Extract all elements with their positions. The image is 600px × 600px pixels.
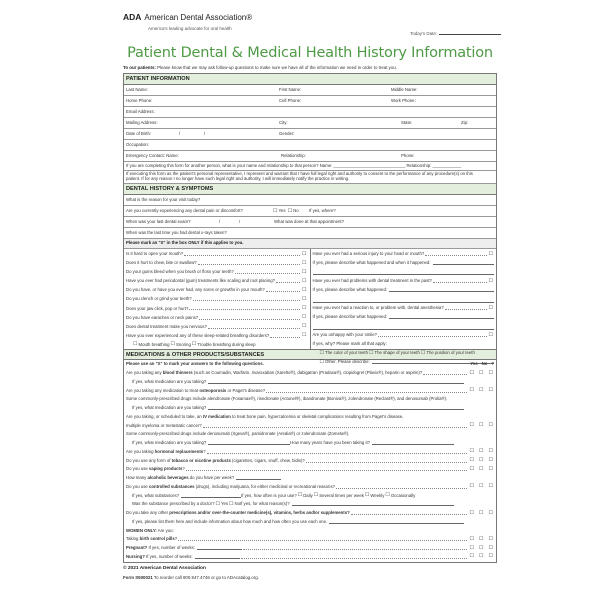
question-text [132, 502, 214, 507]
describe-field[interactable] [313, 313, 495, 322]
dot-leader [235, 271, 300, 274]
describe-field[interactable] [313, 286, 495, 295]
answer-line[interactable] [433, 262, 494, 265]
column-label: ? [491, 361, 494, 367]
question-text [126, 485, 335, 490]
health-history-form [123, 73, 497, 563]
question-text [132, 406, 206, 411]
last-exam-row[interactable]: When was your last dental exam? / / What was done at that appointment? [124, 217, 496, 228]
text: or Paget's disease? [226, 387, 266, 393]
tagline: America's leading advocate for oral health [148, 26, 232, 31]
reorder-info: Form S500021 To reorder call 800.947.4746 or go to ADAcatalog.org. [123, 575, 259, 580]
yes-no-unsure-boxes [469, 546, 494, 552]
question-text: Do you clench or grind your teeth? [126, 296, 192, 302]
question-text [126, 415, 403, 420]
emphasis: IV medication [202, 413, 231, 419]
checkbox[interactable]: ☐ [479, 369, 484, 376]
option-label: Weekly [370, 492, 385, 498]
ada-logo: ADA American Dental Association® [123, 12, 253, 22]
dot-leader [433, 280, 487, 283]
question-text [132, 520, 327, 525]
dot-leader [199, 317, 300, 320]
medications-list [124, 360, 496, 561]
other-person-row[interactable]: If you are completing this form for another person, what is your name and relationship to that person? Name: ______________________________ Relationship: ____________ [124, 162, 496, 171]
checkbox[interactable]: ☐ [488, 535, 493, 542]
question-text [126, 397, 447, 402]
yes-no-unsure-boxes [469, 371, 494, 377]
checkbox[interactable]: ☐ [319, 359, 324, 366]
intro-text: To our patients: Please know that we may ask follow-up questions to make sure we have all of the information we need in order to treat you. [123, 65, 397, 70]
answer-line[interactable] [236, 477, 281, 480]
dot-leader [266, 390, 466, 393]
emphasis: alcoholic beverages [147, 475, 189, 481]
field-label: If yes, please describe what happened and when it happened: [312, 260, 431, 266]
text: If yes, what medication are you taking? [132, 378, 207, 384]
emphasis: birth control pills [139, 536, 175, 542]
medication-row [126, 413, 494, 422]
checkbox[interactable]: ☐ [469, 465, 475, 472]
text: Do you use [126, 483, 149, 489]
smile-question[interactable] [313, 331, 495, 340]
dot-leader [336, 486, 467, 489]
question-text: Does dental treatment make you nervous? [126, 323, 207, 329]
question-text: Are you unhappy with your smile? [312, 332, 377, 338]
question-text: Have you ever experienced any of these sleep-related breathing disorders? [126, 332, 270, 338]
answer-line[interactable] [313, 295, 495, 302]
medication-row[interactable] [126, 518, 494, 527]
dot-leader [306, 460, 467, 463]
dot-leader [193, 298, 300, 301]
checkbox-yes[interactable]: ☐ [273, 207, 278, 214]
checkbox[interactable]: ☐ [302, 314, 307, 321]
checkbox[interactable]: ☐ [302, 323, 307, 330]
text: If yes, number of weeks: [144, 553, 193, 559]
answer-line[interactable] [389, 316, 494, 319]
symptom-item[interactable] [126, 286, 308, 295]
answer-line[interactable] [389, 289, 494, 292]
checkbox[interactable]: ☐ [191, 341, 197, 348]
checkbox[interactable]: ☐ [488, 304, 493, 311]
yes-no-unsure-boxes [469, 537, 494, 543]
checkbox[interactable]: ☐ [228, 500, 234, 507]
checkbox[interactable]: ☐ [469, 457, 475, 464]
checkbox[interactable]: ☐ [469, 448, 475, 455]
yes-no-unsure-boxes [469, 423, 494, 429]
checkbox[interactable]: ☐ [215, 500, 220, 507]
text: Do you take any other [126, 510, 170, 516]
checkbox[interactable]: ☐ [479, 509, 484, 516]
history-question[interactable] [313, 250, 495, 259]
checkbox[interactable]: ☐ [170, 341, 176, 348]
checkbox[interactable]: ☐ [302, 259, 307, 266]
section-medications: MEDICATIONS & OTHER PRODUCTS/SUBSTANCES [124, 350, 496, 361]
checkbox[interactable]: ☐ [479, 553, 484, 560]
symptom-item[interactable] [126, 304, 308, 313]
field-label: If yes, please describe what happened: [312, 314, 388, 320]
page-title: Patient Dental & Medical Health History Information [127, 45, 493, 61]
dot-leader [186, 468, 467, 471]
text: Do you use [126, 466, 149, 472]
checkbox[interactable]: ☐ [488, 422, 493, 429]
emphasis: vaping products [148, 466, 183, 472]
answer-line[interactable] [292, 503, 454, 506]
question-text [126, 450, 206, 455]
checkbox[interactable]: ☐ [302, 286, 307, 293]
field-label: If yes, for what reason(s)? [239, 501, 290, 507]
text: ? [182, 466, 185, 472]
field-label: If yes, please describe what happened: [312, 287, 388, 293]
question-text [132, 441, 206, 446]
history-question[interactable] [313, 304, 495, 313]
medication-row [126, 430, 494, 439]
question-text: Does it hurt to chew, bite or swallow? [126, 260, 197, 266]
checkbox[interactable]: ☐ [479, 422, 484, 429]
text: Are you taking any medication to treat [126, 387, 200, 393]
emphasis: WOMEN ONLY: [126, 527, 157, 533]
text: Are you: [156, 527, 174, 533]
question-text: Have you ever had a serious injury to your head or mouth? [312, 250, 425, 256]
answer-line[interactable] [313, 322, 495, 329]
column-label: No [481, 361, 488, 367]
text: If yes, what medication are you taking? [132, 440, 207, 446]
yes-no-unsure-boxes [469, 554, 494, 560]
dental-pain-row[interactable]: Are you currently experiencing any dental pain or discomfort? ☐Yes ☐No If yes, where? [124, 206, 496, 217]
emphasis: osteoporosis [199, 387, 227, 393]
medication-row[interactable] [126, 369, 494, 378]
xrays-row[interactable]: When was the last time you had dental x-rays taken? [124, 228, 496, 239]
text: Are you taking any [126, 370, 163, 376]
emphasis: blood thinners [162, 370, 193, 376]
checkbox[interactable]: ☐ [488, 465, 493, 472]
date-line[interactable] [439, 34, 501, 35]
dot-leader [178, 538, 466, 541]
option-label: Daily [303, 492, 313, 498]
text: (such as Coumadin, Warfarin, rivaroxaban (Xarelto®), dabigatran (Pradaxa®), clopidogrel (Plavix®), heparin or aspirin)? [192, 370, 423, 376]
medication-row[interactable] [126, 465, 494, 474]
checkbox[interactable]: ☐ [488, 457, 493, 464]
checkbox[interactable]: ☐ [469, 422, 475, 429]
dot-leader [266, 289, 300, 292]
text: Some commonly-prescribed drugs include denosumab (Xgeva®), pamidronate (Aredia®) or zolendronate (Zometa®). [126, 431, 350, 437]
option-label: Snoring [176, 341, 191, 347]
medication-row[interactable] [126, 439, 494, 448]
text: to treat bone pain, hypercalcemia or skeletal complications resulting from Paget's disease, [230, 413, 404, 419]
yes-no-unsure-boxes [469, 388, 494, 394]
medication-row[interactable] [126, 422, 494, 431]
question-text [132, 380, 206, 385]
text: If yes, please list them here and include information about how much and how often you use each one. [132, 518, 328, 524]
emphasis: Pregnant? [126, 545, 148, 551]
question-text [126, 555, 193, 560]
emphasis: hormonal replacements [154, 448, 204, 454]
dot-leader [276, 280, 300, 283]
medication-row[interactable] [126, 448, 494, 457]
checkbox[interactable]: ☐ [302, 250, 307, 257]
medication-row [126, 395, 494, 404]
visit-reason-row[interactable]: What is the reason for your visit today? [124, 195, 496, 206]
mark-instructions: Please mark an "X" in the box ONLY if this applies to you. [124, 239, 496, 249]
checkbox[interactable]: ☐ [488, 387, 493, 394]
symptom-item[interactable] [126, 332, 308, 341]
emergency-contact-row[interactable]: Emergency Contact: Name: Relationship: Phone: [124, 151, 496, 162]
email-row[interactable]: Email Address: [124, 107, 496, 118]
question-text [126, 389, 265, 394]
dot-leader [445, 307, 487, 310]
section-dental-history: DENTAL HISTORY & SYMPTOMS [124, 184, 496, 195]
question-text [126, 511, 350, 516]
checkbox[interactable]: ☐ [479, 465, 484, 472]
checkbox[interactable]: ☐ [385, 492, 390, 499]
medication-row[interactable] [126, 535, 494, 544]
yes-no-unsure-header [470, 362, 494, 367]
symptoms-left-column [124, 249, 311, 349]
medication-row[interactable] [126, 457, 494, 466]
question-text [126, 459, 305, 464]
emphasis: tobacco or nicotine products [171, 457, 231, 463]
checkbox[interactable]: ☐ [488, 509, 493, 516]
checkbox[interactable]: ☐ [469, 369, 475, 376]
medication-row [126, 527, 494, 536]
symptom-item[interactable] [126, 259, 308, 268]
dot-leader [184, 253, 300, 256]
question-text: Do you have earaches or neck pains? [126, 314, 199, 320]
option-label: The color of your teeth [324, 350, 368, 356]
checkbox[interactable]: ☐ [302, 332, 307, 339]
emphasis: Nursing? [126, 553, 145, 559]
question-text [126, 467, 185, 472]
checkbox[interactable]: ☐ [469, 509, 475, 516]
text: If yes, number of weeks: [147, 545, 196, 551]
question-text [126, 529, 174, 534]
checkbox[interactable]: ☐ [302, 277, 307, 284]
medication-row[interactable] [126, 500, 494, 509]
question-text: Have you ever had a reaction to, or problem with, dental anesthesia? [312, 305, 444, 311]
medication-row[interactable] [126, 544, 494, 553]
option-label: Trouble breathing during sleep [197, 341, 256, 347]
option-label: No [234, 501, 240, 507]
yes-no-unsure-boxes [469, 449, 494, 455]
answer-line[interactable] [313, 268, 495, 275]
occupation-row[interactable]: Occupation: [124, 140, 496, 151]
text: Was the substance prescribed by a doctor? [132, 501, 215, 507]
smile-options [313, 349, 495, 358]
question-text: Is it hard to open your mouth? [126, 250, 184, 256]
dot-leader [198, 262, 300, 265]
option-label: The shape of your teeth [374, 350, 420, 356]
dot-leader [423, 372, 466, 375]
dob-row[interactable]: Date of Birth: / / Gender: [124, 129, 496, 140]
question-text: Do you have, or have you ever had, any sores or growths in your mouth? [126, 287, 265, 293]
checkbox[interactable]: ☐ [469, 387, 475, 394]
yes-no-unsure-boxes [469, 458, 494, 464]
checkbox[interactable]: ☐ [133, 341, 138, 348]
history-question[interactable] [313, 277, 495, 286]
option-label: Mouth breathing [138, 341, 170, 347]
symptom-item[interactable] [126, 250, 308, 259]
answer-line[interactable] [208, 381, 464, 384]
medication-row[interactable] [126, 474, 494, 483]
checkbox[interactable]: ☐ [479, 535, 484, 542]
dot-leader [378, 334, 487, 337]
checkbox[interactable]: ☐ [368, 349, 374, 356]
checkbox[interactable]: ☐ [297, 492, 303, 499]
sleep-options [126, 341, 308, 350]
text: Some commonly-prescribed drugs include alendronate (Fosamax®), risedronate (Actonel®), ibandronate (Boniva®), zolendronate (Reclast®), and denosumab (Prolia®). [126, 396, 448, 402]
symptom-item[interactable] [126, 314, 308, 323]
checkbox[interactable]: ☐ [488, 331, 493, 338]
question-text [126, 424, 202, 429]
dot-leader [425, 253, 486, 256]
checkbox[interactable]: ☐ [488, 369, 493, 376]
dot-leader [270, 335, 300, 338]
text: multiple myeloma or metastatic cancer? [126, 422, 202, 428]
representative-statement: If executing this form as the patient's personal representative, I represent and warrant that I have full legal right and authority to consent to the performance of any procedure(s) on this patient. If for any reason I no longer have such legal right and authority, I will immediately notify the practice in writing. [124, 171, 496, 185]
answer-line[interactable] [208, 442, 290, 445]
dot-leader [207, 451, 467, 454]
checkbox[interactable]: ☐ [488, 448, 493, 455]
yes-no-unsure-boxes [469, 511, 494, 517]
smile-why: If yes, why? Please mark all that apply: [312, 341, 387, 347]
field-label: If yes, how often is your use? [241, 492, 297, 498]
answer-line[interactable] [329, 521, 464, 524]
checkbox[interactable]: ☐ [488, 544, 493, 551]
medication-row[interactable] [126, 404, 494, 413]
checkbox[interactable]: ☐ [469, 544, 475, 551]
copyright: © 2021 American Dental Association [123, 566, 206, 571]
text: ? [203, 448, 206, 454]
symptom-item[interactable] [126, 295, 308, 304]
checkbox[interactable]: ☐ [488, 553, 493, 560]
section-patient-information: PATIENT INFORMATION [124, 74, 496, 85]
symptom-item[interactable] [126, 277, 308, 286]
medication-row[interactable] [126, 492, 494, 501]
checkbox[interactable]: ☐ [302, 296, 307, 303]
phone-row[interactable]: Home Phone: Cell Phone: Work Phone: [124, 96, 496, 107]
question-text [126, 476, 234, 481]
checkbox[interactable]: ☐ [302, 305, 307, 312]
medication-row[interactable] [126, 378, 494, 387]
checkbox[interactable]: ☐ [420, 349, 426, 356]
option-label: Several times per week [319, 492, 364, 498]
text: How many [126, 475, 148, 481]
question-text [126, 371, 422, 376]
dot-leader [351, 512, 467, 515]
dot-leader [241, 556, 467, 559]
dot-leader [208, 326, 300, 329]
option-label: Occasionally [390, 492, 416, 498]
dot-leader [243, 547, 467, 550]
emphasis: controlled substances [148, 483, 195, 489]
medication-row[interactable] [126, 387, 494, 396]
answer-line[interactable] [181, 495, 241, 498]
text: Are you taking, or scheduled to take, an [126, 413, 203, 419]
yes-no-unsure-boxes [469, 484, 494, 490]
yes-no-unsure-boxes [469, 467, 494, 473]
text: If yes, what substances? [132, 492, 180, 498]
option-label: Other. Please describe: [324, 359, 370, 365]
checkbox[interactable]: ☐ [319, 349, 324, 356]
name-row[interactable]: Last Name: First Name: Middle Name: [124, 85, 496, 96]
checkbox[interactable]: ☐ [469, 483, 475, 490]
checkbox[interactable]: ☐ [313, 492, 319, 499]
medication-row[interactable] [126, 509, 494, 518]
text: If yes, what medication are you taking? [132, 405, 207, 411]
smile-other[interactable] [313, 358, 495, 367]
answer-line[interactable] [195, 556, 240, 559]
symptom-item[interactable] [126, 323, 308, 332]
option-label: The position of your teeth [426, 350, 475, 356]
answer-line[interactable] [208, 407, 464, 410]
field-label: How many years have you been taking it? [290, 440, 371, 446]
question-text: Have you ever had periodontal (gum) treatments like scaling and root planing? [126, 278, 276, 284]
describe-field[interactable] [313, 259, 495, 268]
answer-line[interactable] [372, 442, 454, 445]
question-text [126, 546, 195, 551]
checkbox[interactable]: ☐ [479, 448, 484, 455]
text: do you have per week? [188, 475, 235, 481]
checkbox[interactable]: ☐ [479, 387, 484, 394]
question-text: Have you ever had problems with dental treatment in the past? [312, 278, 432, 284]
checkbox[interactable]: ☐ [488, 483, 493, 490]
address-row[interactable]: Mailing Address: City: State: Zip: [124, 118, 496, 129]
medication-row[interactable] [126, 483, 494, 492]
dot-leader [203, 425, 467, 428]
symptoms-right-column [311, 249, 497, 366]
question-text [126, 432, 349, 437]
question-text [126, 537, 177, 542]
todays-date-field[interactable]: Today's Date: [410, 31, 501, 36]
instructions-text: Please use an "X" to mark your answers to the following questions. [126, 361, 264, 367]
question-text: Does your jaw click, pop or hurt? [126, 305, 189, 311]
checkbox[interactable]: ☐ [302, 268, 307, 275]
question-text [132, 494, 179, 499]
symptom-item[interactable] [126, 268, 308, 277]
text: ? [174, 536, 178, 542]
text: Are you taking [126, 448, 155, 454]
checkbox[interactable]: ☐ [488, 277, 493, 284]
checkbox-no[interactable]: ☐ [287, 207, 293, 214]
column-label: Yes [470, 361, 478, 367]
text: (drugs), including marijuana, for either medicinal or recreational reasons? [194, 483, 335, 489]
question-text: Do your gums bleed when you brush or floss your teeth? [126, 269, 234, 275]
option-label: Yes [220, 501, 228, 507]
text: (cigarettes, cigars, snuff, chew, bidis)? [230, 457, 305, 463]
checkbox[interactable]: ☐ [479, 483, 484, 490]
text: Taking [126, 536, 140, 542]
checkbox[interactable]: ☐ [469, 553, 475, 560]
checkbox[interactable]: ☐ [488, 250, 493, 257]
text: Do you use any form of [126, 457, 172, 463]
emphasis: prescriptions and/or over-the-counter medicine(s), vitamins, herbs and/or supplements? [169, 510, 350, 516]
checkbox[interactable]: ☐ [469, 535, 475, 542]
answer-line[interactable] [197, 547, 242, 550]
checkbox[interactable]: ☐ [479, 457, 484, 464]
dot-leader [189, 307, 300, 310]
checkbox[interactable]: ☐ [364, 492, 370, 499]
medication-row[interactable] [126, 553, 494, 562]
checkbox[interactable]: ☐ [479, 544, 484, 551]
